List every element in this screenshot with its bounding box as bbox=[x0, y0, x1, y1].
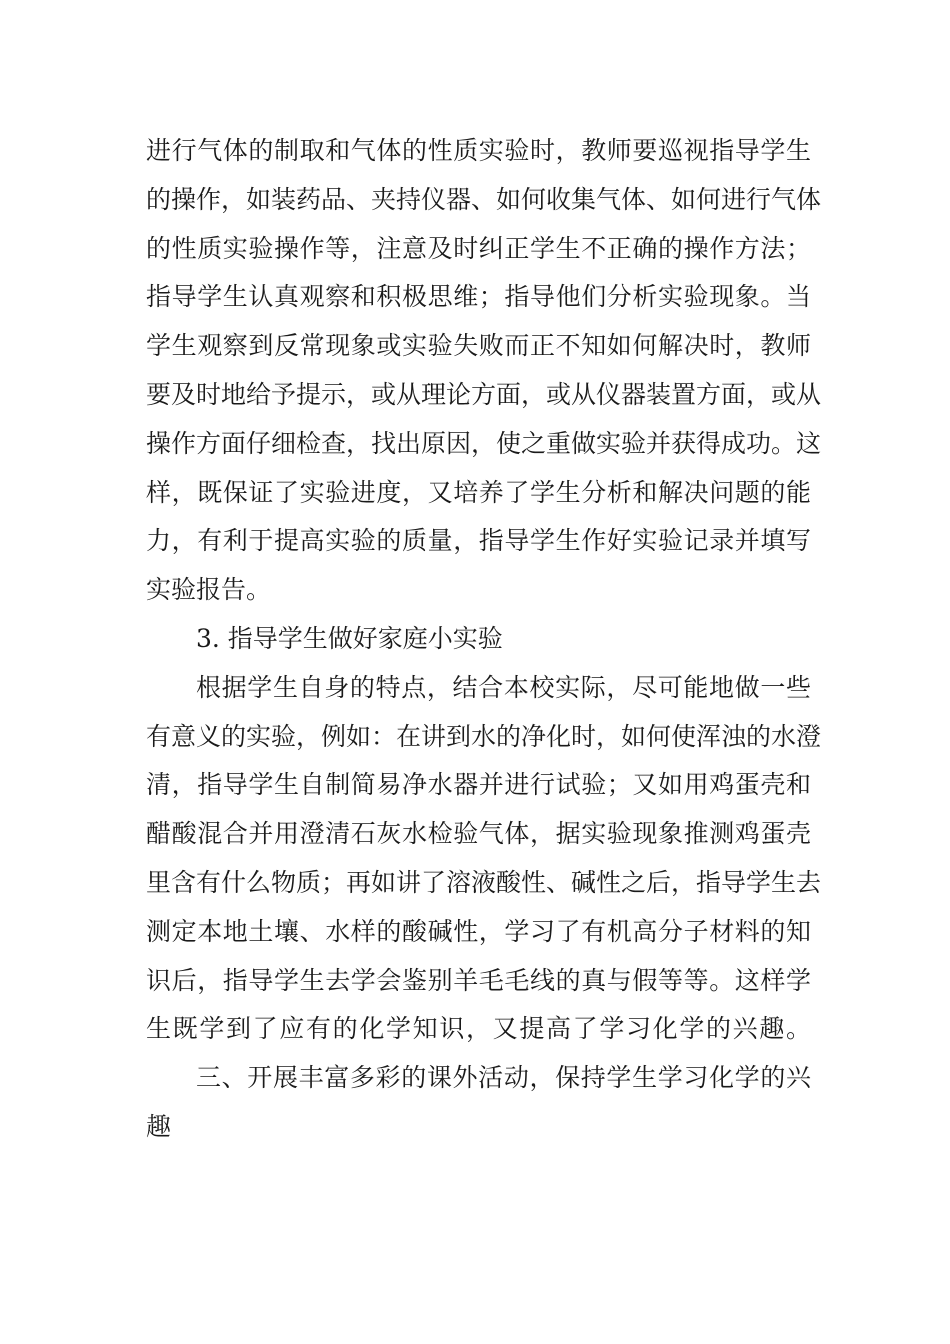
text-line: 醋酸混合并用澄清石灰水检验气体，据实验现象推测鸡蛋壳 bbox=[146, 819, 811, 849]
text-line: 样，既保证了实验进度，又培养了学生分析和解决问题的能 bbox=[146, 477, 811, 507]
section-heading: 3. 指导学生做好家庭小实验 bbox=[196, 623, 503, 653]
text-line: 生既学到了应有的化学知识，又提高了学习化学的兴趣。 bbox=[146, 1014, 811, 1044]
text-line: 力，有利于提高实验的质量，指导学生作好实验记录并填写 bbox=[146, 526, 811, 556]
text-line: 测定本地土壤、水样的酸碱性，学习了有机高分子材料的知 bbox=[146, 916, 811, 946]
text-line: 的性质实验操作等，注意及时纠正学生不正确的操作方法； bbox=[146, 233, 811, 263]
text-line: 实验报告。 bbox=[146, 575, 272, 605]
text-line: 里含有什么物质；再如讲了溶液酸性、碱性之后，指导学生去 bbox=[146, 867, 822, 897]
text-line: 指导学生认真观察和积极思维；指导他们分析实验现象。当 bbox=[146, 282, 811, 312]
document-body bbox=[146, 127, 822, 1152]
text-line: 根据学生自身的特点，结合本校实际，尽可能地做一些 bbox=[196, 672, 811, 702]
text-line: 趣 bbox=[146, 1111, 172, 1141]
text-line: 三、开展丰富多彩的课外活动，保持学生学习化学的兴 bbox=[196, 1063, 811, 1093]
text-line: 的操作，如装药品、夹持仪器、如何收集气体、如何进行气体 bbox=[146, 184, 822, 214]
text-line: 进行气体的制取和气体的性质实验时，教师要巡视指导学生 bbox=[146, 136, 811, 165]
text-line: 要及时地给予提示，或从理论方面，或从仪器装置方面，或从 bbox=[146, 379, 822, 409]
text-line: 操作方面仔细检查，找出原因，使之重做实验并获得成功。这 bbox=[146, 428, 822, 458]
text-line: 有意义的实验，例如：在讲到水的净化时，如何使浑浊的水澄 bbox=[146, 721, 822, 751]
text-line: 学生观察到反常现象或实验失败而正不知如何解决时，教师 bbox=[146, 331, 811, 361]
text-line: 清，指导学生自制简易净水器并进行试验；又如用鸡蛋壳和 bbox=[146, 770, 811, 800]
text-line: 识后，指导学生去学会鉴别羊毛毛线的真与假等等。这样学 bbox=[146, 965, 811, 995]
